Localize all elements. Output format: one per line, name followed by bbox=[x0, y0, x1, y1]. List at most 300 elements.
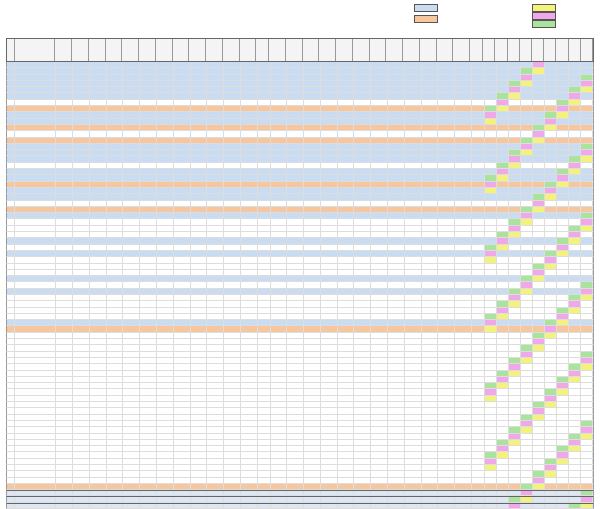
table-cell bbox=[304, 156, 321, 161]
table-cell bbox=[581, 434, 593, 439]
table-cell bbox=[509, 295, 521, 300]
table-cell bbox=[241, 371, 258, 376]
table-cell bbox=[15, 289, 56, 294]
table-cell bbox=[157, 270, 174, 275]
table-cell bbox=[338, 150, 355, 155]
table-cell bbox=[354, 358, 371, 363]
table-cell bbox=[521, 93, 533, 98]
table-cell bbox=[90, 112, 107, 117]
table-cell bbox=[557, 497, 569, 501]
table-cell bbox=[15, 320, 56, 325]
table-cell bbox=[557, 427, 569, 432]
table-cell bbox=[224, 345, 241, 350]
table-cell bbox=[271, 452, 288, 457]
table-cell bbox=[321, 478, 338, 483]
table-cell bbox=[224, 434, 241, 439]
legend-swatch-orange bbox=[414, 15, 438, 23]
table-cell bbox=[191, 308, 208, 313]
header-cell bbox=[7, 39, 15, 61]
table-cell bbox=[7, 478, 15, 483]
legend-swatch-pink bbox=[532, 12, 556, 20]
table-cell bbox=[140, 87, 157, 92]
table-cell bbox=[509, 440, 521, 445]
table-cell bbox=[438, 371, 455, 376]
table-cell bbox=[497, 471, 509, 476]
table-cell bbox=[388, 421, 405, 426]
table-cell bbox=[73, 314, 90, 319]
table-cell bbox=[422, 402, 439, 407]
table-cell bbox=[455, 119, 472, 124]
table-cell bbox=[545, 301, 557, 306]
table-cell bbox=[472, 484, 485, 489]
table-cell bbox=[7, 131, 15, 136]
table-cell bbox=[405, 484, 422, 489]
table-cell bbox=[56, 326, 73, 331]
table-cell bbox=[140, 491, 157, 495]
table-cell bbox=[557, 478, 569, 483]
table-cell bbox=[207, 156, 224, 161]
table-cell bbox=[258, 175, 271, 180]
table-cell bbox=[455, 459, 472, 464]
table-cell bbox=[354, 491, 371, 495]
table-cell bbox=[224, 452, 241, 457]
table-cell bbox=[191, 326, 208, 331]
table-cell bbox=[224, 484, 241, 489]
table-cell bbox=[497, 144, 509, 149]
table-cell bbox=[191, 106, 208, 111]
table-cell bbox=[533, 264, 545, 269]
table-cell bbox=[123, 295, 140, 300]
table-cell bbox=[422, 138, 439, 143]
table-cell bbox=[545, 125, 557, 130]
table-cell bbox=[438, 497, 455, 501]
table-cell bbox=[287, 415, 304, 420]
table-cell bbox=[338, 320, 355, 325]
table-cell bbox=[207, 245, 224, 250]
table-cell bbox=[371, 326, 388, 331]
table-cell bbox=[581, 452, 593, 457]
table-cell bbox=[107, 106, 124, 111]
table-cell bbox=[371, 138, 388, 143]
table-cell bbox=[287, 308, 304, 313]
table-cell bbox=[191, 465, 208, 470]
table-cell bbox=[207, 289, 224, 294]
table-cell bbox=[123, 226, 140, 231]
table-cell bbox=[388, 371, 405, 376]
table-cell bbox=[371, 352, 388, 357]
table-cell bbox=[472, 402, 485, 407]
table-cell bbox=[388, 144, 405, 149]
table-cell bbox=[533, 471, 545, 476]
table-cell bbox=[472, 232, 485, 237]
table-cell bbox=[422, 201, 439, 206]
table-cell bbox=[509, 446, 521, 451]
table-cell bbox=[287, 314, 304, 319]
table-cell bbox=[497, 138, 509, 143]
table-cell bbox=[485, 320, 497, 325]
table-cell bbox=[438, 194, 455, 199]
table-cell bbox=[581, 308, 593, 313]
table-cell bbox=[140, 175, 157, 180]
table-cell bbox=[191, 131, 208, 136]
table-cell bbox=[388, 377, 405, 382]
table-cell bbox=[56, 119, 73, 124]
table-cell bbox=[224, 352, 241, 357]
table-cell bbox=[581, 119, 593, 124]
table-cell bbox=[581, 421, 593, 426]
table-cell bbox=[557, 471, 569, 476]
table-cell bbox=[321, 257, 338, 262]
table-cell bbox=[241, 408, 258, 413]
table-cell bbox=[90, 484, 107, 489]
table-cell bbox=[338, 163, 355, 168]
table-cell bbox=[258, 333, 271, 338]
table-cell bbox=[123, 421, 140, 426]
table-cell bbox=[388, 314, 405, 319]
table-cell bbox=[509, 504, 521, 508]
table-cell bbox=[371, 182, 388, 187]
table-cell bbox=[157, 282, 174, 287]
table-cell bbox=[509, 383, 521, 388]
table-cell bbox=[371, 371, 388, 376]
table-cell bbox=[7, 491, 15, 495]
table-cell bbox=[258, 402, 271, 407]
table-cell bbox=[191, 175, 208, 180]
table-cell bbox=[569, 182, 581, 187]
table-cell bbox=[545, 257, 557, 262]
table-cell bbox=[569, 131, 581, 136]
table-cell bbox=[140, 364, 157, 369]
table-cell bbox=[56, 238, 73, 243]
table-cell bbox=[241, 87, 258, 92]
table-cell bbox=[287, 106, 304, 111]
table-cell bbox=[7, 219, 15, 224]
table-cell bbox=[509, 93, 521, 98]
table-cell bbox=[581, 245, 593, 250]
table-cell bbox=[321, 295, 338, 300]
table-cell bbox=[258, 270, 271, 275]
table-cell bbox=[497, 478, 509, 483]
table-cell bbox=[241, 478, 258, 483]
table-cell bbox=[371, 112, 388, 117]
table-cell bbox=[354, 62, 371, 67]
table-cell bbox=[485, 81, 497, 86]
table-cell bbox=[545, 364, 557, 369]
table-cell bbox=[258, 62, 271, 67]
table-cell bbox=[485, 219, 497, 224]
table-cell bbox=[509, 371, 521, 376]
table-cell bbox=[485, 282, 497, 287]
table-cell bbox=[509, 188, 521, 193]
table-cell bbox=[258, 389, 271, 394]
table-cell bbox=[438, 62, 455, 67]
table-row bbox=[6, 503, 594, 509]
table-cell bbox=[581, 194, 593, 199]
table-cell bbox=[174, 383, 191, 388]
table-cell bbox=[107, 68, 124, 73]
table-cell bbox=[191, 484, 208, 489]
table-cell bbox=[422, 150, 439, 155]
table-cell bbox=[207, 207, 224, 212]
table-cell bbox=[191, 276, 208, 281]
table-cell bbox=[207, 125, 224, 130]
table-cell bbox=[56, 484, 73, 489]
table-cell bbox=[73, 156, 90, 161]
table-cell bbox=[509, 182, 521, 187]
table-cell bbox=[271, 383, 288, 388]
table-cell bbox=[581, 150, 593, 155]
table-cell bbox=[472, 478, 485, 483]
table-cell bbox=[123, 75, 140, 80]
header-cell bbox=[437, 39, 454, 61]
table-cell bbox=[338, 295, 355, 300]
table-cell bbox=[521, 175, 533, 180]
table-cell bbox=[287, 295, 304, 300]
table-cell bbox=[371, 415, 388, 420]
table-cell bbox=[56, 396, 73, 401]
table-cell bbox=[258, 446, 271, 451]
table-cell bbox=[569, 465, 581, 470]
table-cell bbox=[569, 232, 581, 237]
table-cell bbox=[371, 219, 388, 224]
table-cell bbox=[581, 491, 593, 495]
table-cell bbox=[581, 314, 593, 319]
header-cell bbox=[223, 39, 240, 61]
table-cell bbox=[545, 207, 557, 212]
table-cell bbox=[258, 364, 271, 369]
table-cell bbox=[157, 238, 174, 243]
table-cell bbox=[354, 459, 371, 464]
table-cell bbox=[497, 131, 509, 136]
table-cell bbox=[207, 484, 224, 489]
table-cell bbox=[191, 87, 208, 92]
table-cell bbox=[7, 320, 15, 325]
table-cell bbox=[258, 434, 271, 439]
table-cell bbox=[581, 81, 593, 86]
table-cell bbox=[174, 245, 191, 250]
table-cell bbox=[521, 276, 533, 281]
table-cell bbox=[485, 434, 497, 439]
table-cell bbox=[569, 264, 581, 269]
table-cell bbox=[157, 144, 174, 149]
table-cell bbox=[241, 257, 258, 262]
table-cell bbox=[509, 465, 521, 470]
table-cell bbox=[90, 295, 107, 300]
table-cell bbox=[90, 377, 107, 382]
table-cell bbox=[123, 333, 140, 338]
table-cell bbox=[258, 452, 271, 457]
table-cell bbox=[207, 119, 224, 124]
table-cell bbox=[157, 504, 174, 508]
table-cell bbox=[557, 207, 569, 212]
table-cell bbox=[422, 459, 439, 464]
table-cell bbox=[15, 471, 56, 476]
table-cell bbox=[557, 415, 569, 420]
table-cell bbox=[569, 478, 581, 483]
table-cell bbox=[224, 213, 241, 218]
table-cell bbox=[533, 125, 545, 130]
table-cell bbox=[371, 358, 388, 363]
table-cell bbox=[7, 150, 15, 155]
table-cell bbox=[107, 150, 124, 155]
table-cell bbox=[258, 326, 271, 331]
table-cell bbox=[287, 478, 304, 483]
table-cell bbox=[241, 219, 258, 224]
table-cell bbox=[497, 339, 509, 344]
table-cell bbox=[73, 270, 90, 275]
table-cell bbox=[557, 93, 569, 98]
table-cell bbox=[509, 169, 521, 174]
table-cell bbox=[497, 207, 509, 212]
table-cell bbox=[455, 314, 472, 319]
table-cell bbox=[405, 226, 422, 231]
table-cell bbox=[258, 377, 271, 382]
table-cell bbox=[545, 352, 557, 357]
table-cell bbox=[224, 282, 241, 287]
table-cell bbox=[224, 421, 241, 426]
table-cell bbox=[157, 169, 174, 174]
table-cell bbox=[569, 314, 581, 319]
table-cell bbox=[321, 93, 338, 98]
table-cell bbox=[157, 219, 174, 224]
table-cell bbox=[304, 144, 321, 149]
table-cell bbox=[157, 138, 174, 143]
table-cell bbox=[321, 150, 338, 155]
table-cell bbox=[509, 289, 521, 294]
table-cell bbox=[521, 402, 533, 407]
table-cell bbox=[581, 75, 593, 80]
table-cell bbox=[472, 459, 485, 464]
table-cell bbox=[497, 232, 509, 237]
table-cell bbox=[15, 484, 56, 489]
table-cell bbox=[15, 301, 56, 306]
table-cell bbox=[422, 421, 439, 426]
table-cell bbox=[241, 264, 258, 269]
table-cell bbox=[207, 219, 224, 224]
table-cell bbox=[207, 345, 224, 350]
table-cell bbox=[224, 471, 241, 476]
table-cell bbox=[140, 270, 157, 275]
table-cell bbox=[472, 364, 485, 369]
table-cell bbox=[207, 497, 224, 501]
table-cell bbox=[174, 471, 191, 476]
table-cell bbox=[287, 446, 304, 451]
table-cell bbox=[354, 427, 371, 432]
table-cell bbox=[545, 201, 557, 206]
table-cell bbox=[497, 251, 509, 256]
table-cell bbox=[90, 339, 107, 344]
table-cell bbox=[15, 452, 56, 457]
table-cell bbox=[533, 308, 545, 313]
table-cell bbox=[174, 175, 191, 180]
table-cell bbox=[438, 383, 455, 388]
table-cell bbox=[157, 320, 174, 325]
table-cell bbox=[497, 402, 509, 407]
table-cell bbox=[497, 68, 509, 73]
table-cell bbox=[497, 484, 509, 489]
table-cell bbox=[304, 308, 321, 313]
table-cell bbox=[422, 264, 439, 269]
table-cell bbox=[545, 106, 557, 111]
table-cell bbox=[15, 427, 56, 432]
table-cell bbox=[533, 87, 545, 92]
table-cell bbox=[207, 100, 224, 105]
table-cell bbox=[107, 389, 124, 394]
table-cell bbox=[191, 434, 208, 439]
table-cell bbox=[90, 371, 107, 376]
table-cell bbox=[174, 415, 191, 420]
table-cell bbox=[388, 232, 405, 237]
table-cell bbox=[174, 87, 191, 92]
table-cell bbox=[371, 75, 388, 80]
table-cell bbox=[287, 251, 304, 256]
table-cell bbox=[73, 163, 90, 168]
table-cell bbox=[472, 427, 485, 432]
table-cell bbox=[557, 396, 569, 401]
table-cell bbox=[438, 112, 455, 117]
table-cell bbox=[338, 471, 355, 476]
table-cell bbox=[509, 125, 521, 130]
table-cell bbox=[157, 484, 174, 489]
table-cell bbox=[123, 138, 140, 143]
table-cell bbox=[321, 491, 338, 495]
table-cell bbox=[258, 504, 271, 508]
table-cell bbox=[581, 219, 593, 224]
table-cell bbox=[472, 491, 485, 495]
table-cell bbox=[15, 106, 56, 111]
table-cell bbox=[287, 471, 304, 476]
table-cell bbox=[485, 226, 497, 231]
table-cell bbox=[258, 87, 271, 92]
table-cell bbox=[56, 377, 73, 382]
table-cell bbox=[509, 226, 521, 231]
table-cell bbox=[388, 440, 405, 445]
table-cell bbox=[73, 320, 90, 325]
table-cell bbox=[521, 257, 533, 262]
table-cell bbox=[123, 352, 140, 357]
table-cell bbox=[354, 383, 371, 388]
table-cell bbox=[7, 112, 15, 117]
table-cell bbox=[15, 75, 56, 80]
table-cell bbox=[304, 131, 321, 136]
table-cell bbox=[321, 446, 338, 451]
table-cell bbox=[521, 182, 533, 187]
table-cell bbox=[354, 497, 371, 501]
table-cell bbox=[338, 144, 355, 149]
table-cell bbox=[422, 219, 439, 224]
table-cell bbox=[7, 308, 15, 313]
table-cell bbox=[224, 396, 241, 401]
table-cell bbox=[123, 100, 140, 105]
table-cell bbox=[107, 308, 124, 313]
table-cell bbox=[509, 434, 521, 439]
table-cell bbox=[521, 201, 533, 206]
table-cell bbox=[521, 112, 533, 117]
table-cell bbox=[545, 345, 557, 350]
table-cell bbox=[241, 301, 258, 306]
table-cell bbox=[485, 491, 497, 495]
table-cell bbox=[338, 465, 355, 470]
table-cell bbox=[533, 497, 545, 501]
table-cell bbox=[557, 295, 569, 300]
table-cell bbox=[497, 389, 509, 394]
table-cell bbox=[287, 119, 304, 124]
table-cell bbox=[545, 87, 557, 92]
table-cell bbox=[56, 100, 73, 105]
table-cell bbox=[569, 289, 581, 294]
table-cell bbox=[224, 226, 241, 231]
table-cell bbox=[258, 396, 271, 401]
